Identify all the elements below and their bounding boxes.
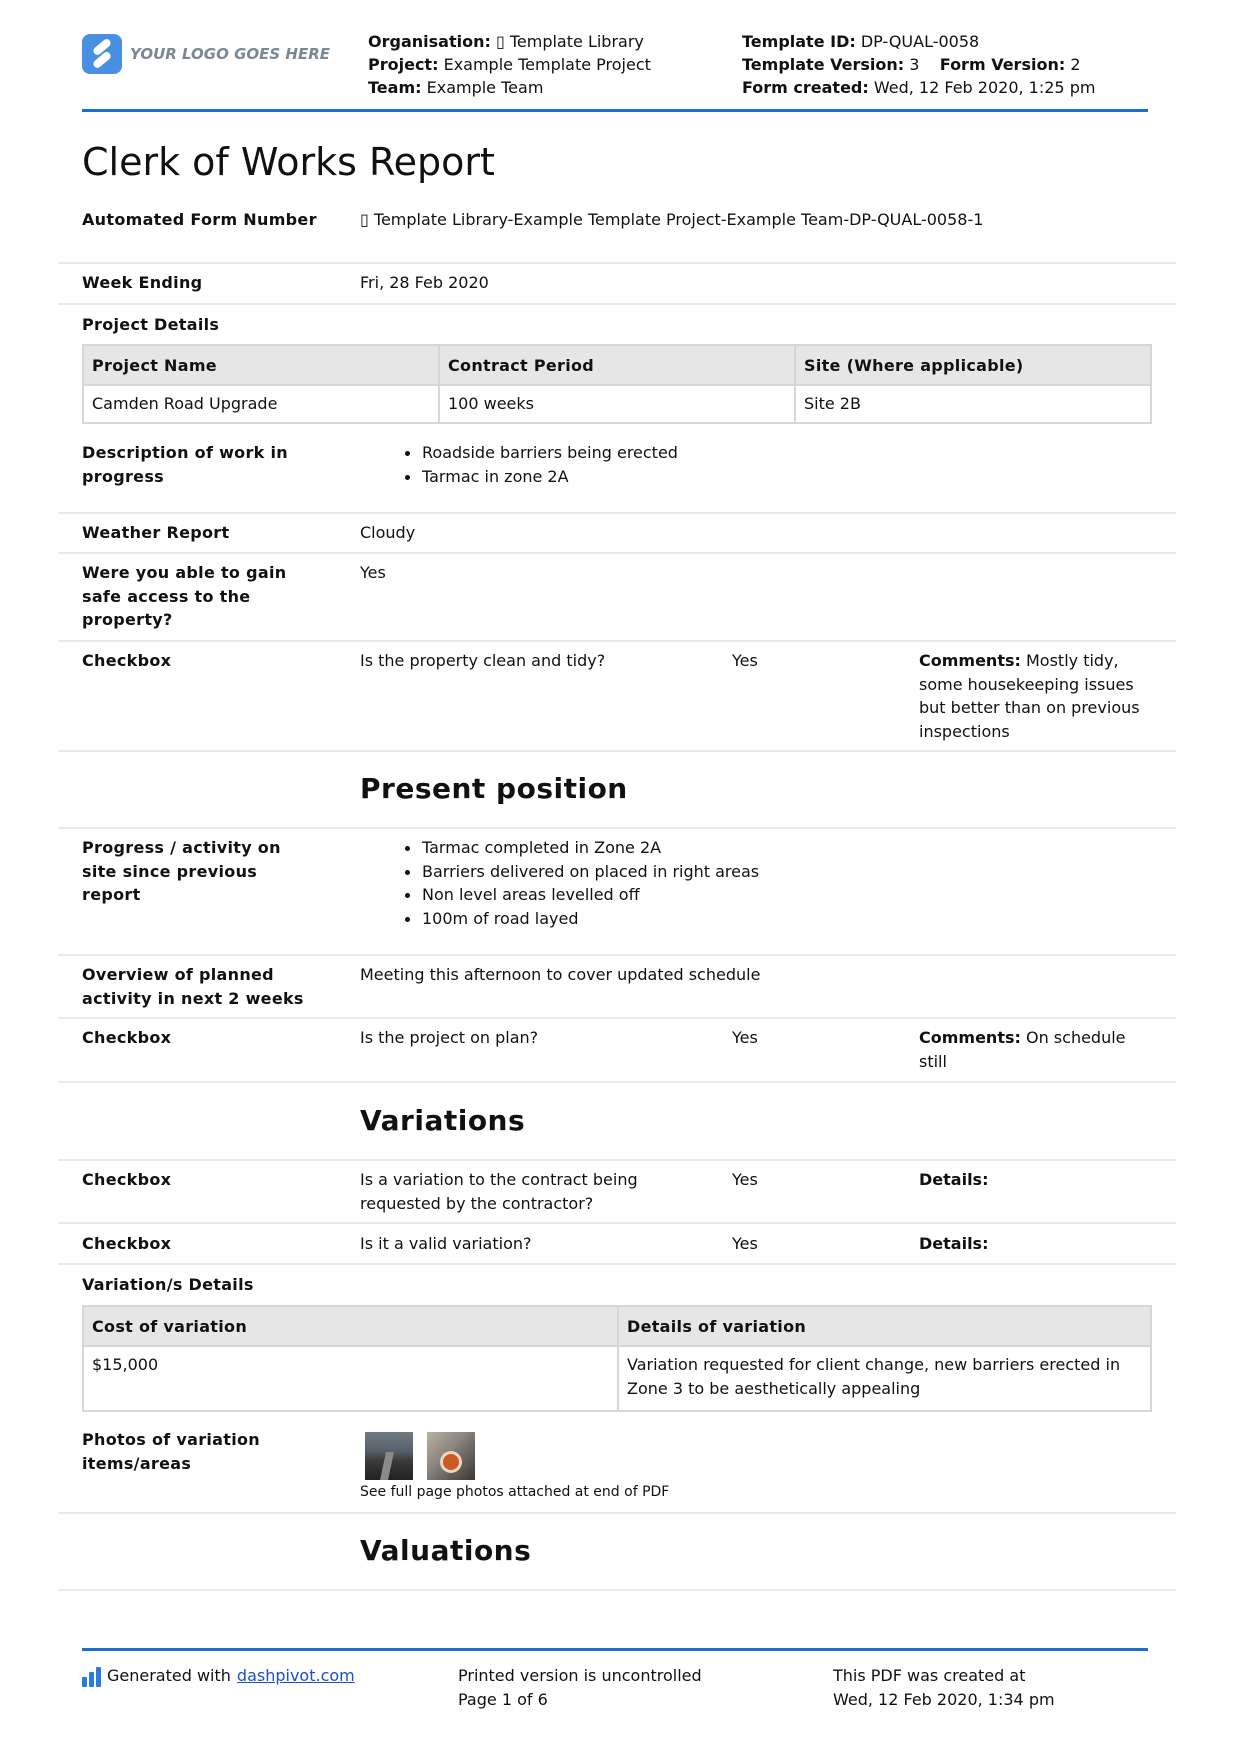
page-number: Page 1 of 6	[458, 1689, 548, 1709]
table-cell: Variation requested for client change, new barriers erected in Zone 3 to be aesthetically appealing	[618, 1346, 1151, 1411]
photo-gallery	[365, 1432, 475, 1480]
photos-label: Photos of variation items/areas	[82, 1430, 260, 1473]
page-title: Clerk of Works Report	[82, 140, 495, 184]
table-header: Details of variation	[618, 1306, 1151, 1346]
details-label: Details:	[919, 1234, 989, 1253]
checkbox-question: Is it a valid variation?	[360, 1234, 532, 1253]
generated-prefix: Generated with	[107, 1666, 231, 1685]
comments-label: Comments:	[919, 651, 1021, 670]
header-org-block	[368, 30, 651, 99]
section-heading-valuations: Valuations	[360, 1534, 532, 1567]
weather-label: Weather Report	[82, 523, 230, 542]
section-heading-variations: Variations	[360, 1104, 526, 1137]
week-ending-value: Fri, 28 Feb 2020	[360, 273, 489, 292]
row-divider	[58, 1512, 1176, 1514]
row-divider	[58, 1263, 1176, 1265]
project-details-label: Project Details	[82, 315, 220, 334]
row-divider	[58, 954, 1176, 956]
photo-thumbnail[interactable]	[427, 1432, 475, 1480]
table-header: Contract Period	[439, 345, 795, 385]
checkbox-question: Is a variation to the contract being requested by the contractor?	[360, 1170, 638, 1213]
form-version-label: Form Version:	[939, 55, 1066, 74]
comments-text: Mostly tidy, some housekeeping issues but better than on previous inspections	[919, 651, 1140, 741]
dashpivot-link[interactable]: dashpivot.com	[236, 1666, 355, 1685]
team-label: Team:	[368, 78, 422, 97]
photo-thumbnail[interactable]	[365, 1432, 413, 1480]
table-header: Project Name	[83, 345, 439, 385]
photos-note: See full page photos attached at end of PDF	[360, 1484, 670, 1500]
checkbox-answer: Yes	[732, 651, 758, 670]
form-created-label: Form created:	[742, 78, 869, 97]
list-item: Tarmac in zone 2A	[422, 465, 678, 489]
dashpivot-bars-icon	[82, 1667, 101, 1687]
form-number-label: Automated Form Number	[82, 210, 317, 229]
row-divider	[58, 1159, 1176, 1161]
project-label: Project:	[368, 55, 439, 74]
checkbox-answer: Yes	[732, 1170, 758, 1189]
checkbox-question: Is the project on plan?	[360, 1028, 539, 1047]
form-number-value: ▯ Template Library-Example Template Project-Example Team-DP-QUAL-0058-1	[360, 210, 984, 229]
template-version-label: Template Version:	[742, 55, 905, 74]
project-value: Example Template Project	[443, 55, 651, 74]
row-divider	[58, 750, 1176, 752]
work-description-label: Description of work in progress	[82, 443, 288, 486]
table-header: Cost of variation	[83, 1306, 618, 1346]
template-id-label: Template ID:	[742, 32, 856, 51]
list-item: Tarmac completed in Zone 2A	[422, 836, 759, 860]
work-description-list	[422, 441, 678, 488]
checkbox-label: Checkbox	[82, 1234, 172, 1253]
checkbox-label: Checkbox	[82, 651, 172, 670]
created-prefix: This PDF was created at	[833, 1666, 1026, 1685]
table-cell: Camden Road Upgrade	[83, 385, 439, 423]
checkbox-label: Checkbox	[82, 1170, 172, 1189]
table-row	[83, 385, 1151, 423]
template-version-value: 3	[909, 55, 920, 74]
variation-details-label: Variation/s Details	[82, 1275, 254, 1294]
list-item: Roadside barriers being erected	[422, 441, 678, 465]
list-item: Barriers delivered on placed in right areas	[422, 860, 759, 884]
footer-divider	[82, 1648, 1148, 1651]
row-divider	[58, 640, 1176, 642]
checkbox-answer: Yes	[732, 1234, 758, 1253]
overview-value: Meeting this afternoon to cover updated schedule	[360, 965, 761, 984]
logo-icon	[82, 34, 122, 74]
safe-access-label: Were you able to gain safe access to the property?	[82, 563, 287, 629]
row-divider	[58, 512, 1176, 514]
weather-value: Cloudy	[360, 523, 416, 542]
table-row	[83, 1346, 1151, 1411]
created-value: Wed, 12 Feb 2020, 1:34 pm	[833, 1689, 1055, 1709]
org-label: Organisation:	[368, 32, 491, 51]
variation-details-table	[82, 1305, 1152, 1412]
form-created-value: Wed, 12 Feb 2020, 1:25 pm	[873, 78, 1096, 97]
overview-label: Overview of planned activity in next 2 weeks	[82, 965, 304, 1008]
details-label: Details:	[919, 1170, 989, 1189]
row-divider	[58, 1081, 1176, 1083]
project-details-table	[82, 344, 1152, 424]
footer-created	[833, 1664, 1055, 1711]
template-id-value: DP-QUAL-0058	[860, 32, 980, 51]
week-ending-label: Week Ending	[82, 273, 203, 292]
checkbox-answer: Yes	[732, 1028, 758, 1047]
row-divider	[58, 1017, 1176, 1019]
footer-page-info	[458, 1664, 702, 1711]
row-divider	[58, 552, 1176, 554]
checkbox-label: Checkbox	[82, 1028, 172, 1047]
table-cell: Site 2B	[795, 385, 1151, 423]
checkbox-details	[919, 1168, 1154, 1192]
form-version-value: 2	[1070, 55, 1081, 74]
row-divider	[58, 262, 1176, 264]
footer-generated	[82, 1664, 355, 1688]
checkbox-comments	[919, 1026, 1154, 1073]
progress-label: Progress / activity on site since previous report	[82, 838, 281, 904]
progress-list	[422, 836, 759, 930]
section-heading-present-position: Present position	[360, 772, 628, 805]
checkbox-details	[919, 1232, 1154, 1256]
checkbox-question: Is the property clean and tidy?	[360, 651, 606, 670]
logo-text: YOUR LOGO GOES HERE	[130, 45, 331, 63]
row-divider	[58, 827, 1176, 829]
safe-access-value: Yes	[360, 563, 386, 582]
list-item: 100m of road layed	[422, 907, 759, 931]
table-cell: 100 weeks	[439, 385, 795, 423]
comments-text: On schedule still	[919, 1028, 1126, 1071]
comments-label: Comments:	[919, 1028, 1021, 1047]
header-template-block	[742, 30, 1095, 99]
row-divider	[58, 1222, 1176, 1224]
org-value: ▯ Template Library	[495, 32, 644, 51]
table-header: Site (Where applicable)	[795, 345, 1151, 385]
list-item: Non level areas levelled off	[422, 883, 759, 907]
uncontrolled-note: Printed version is uncontrolled	[458, 1666, 702, 1685]
team-value: Example Team	[426, 78, 544, 97]
table-cell: $15,000	[83, 1346, 618, 1411]
header-divider	[82, 109, 1148, 112]
row-divider	[58, 1589, 1176, 1591]
company-logo	[82, 34, 330, 74]
row-divider	[58, 303, 1176, 305]
checkbox-comments	[919, 649, 1154, 743]
